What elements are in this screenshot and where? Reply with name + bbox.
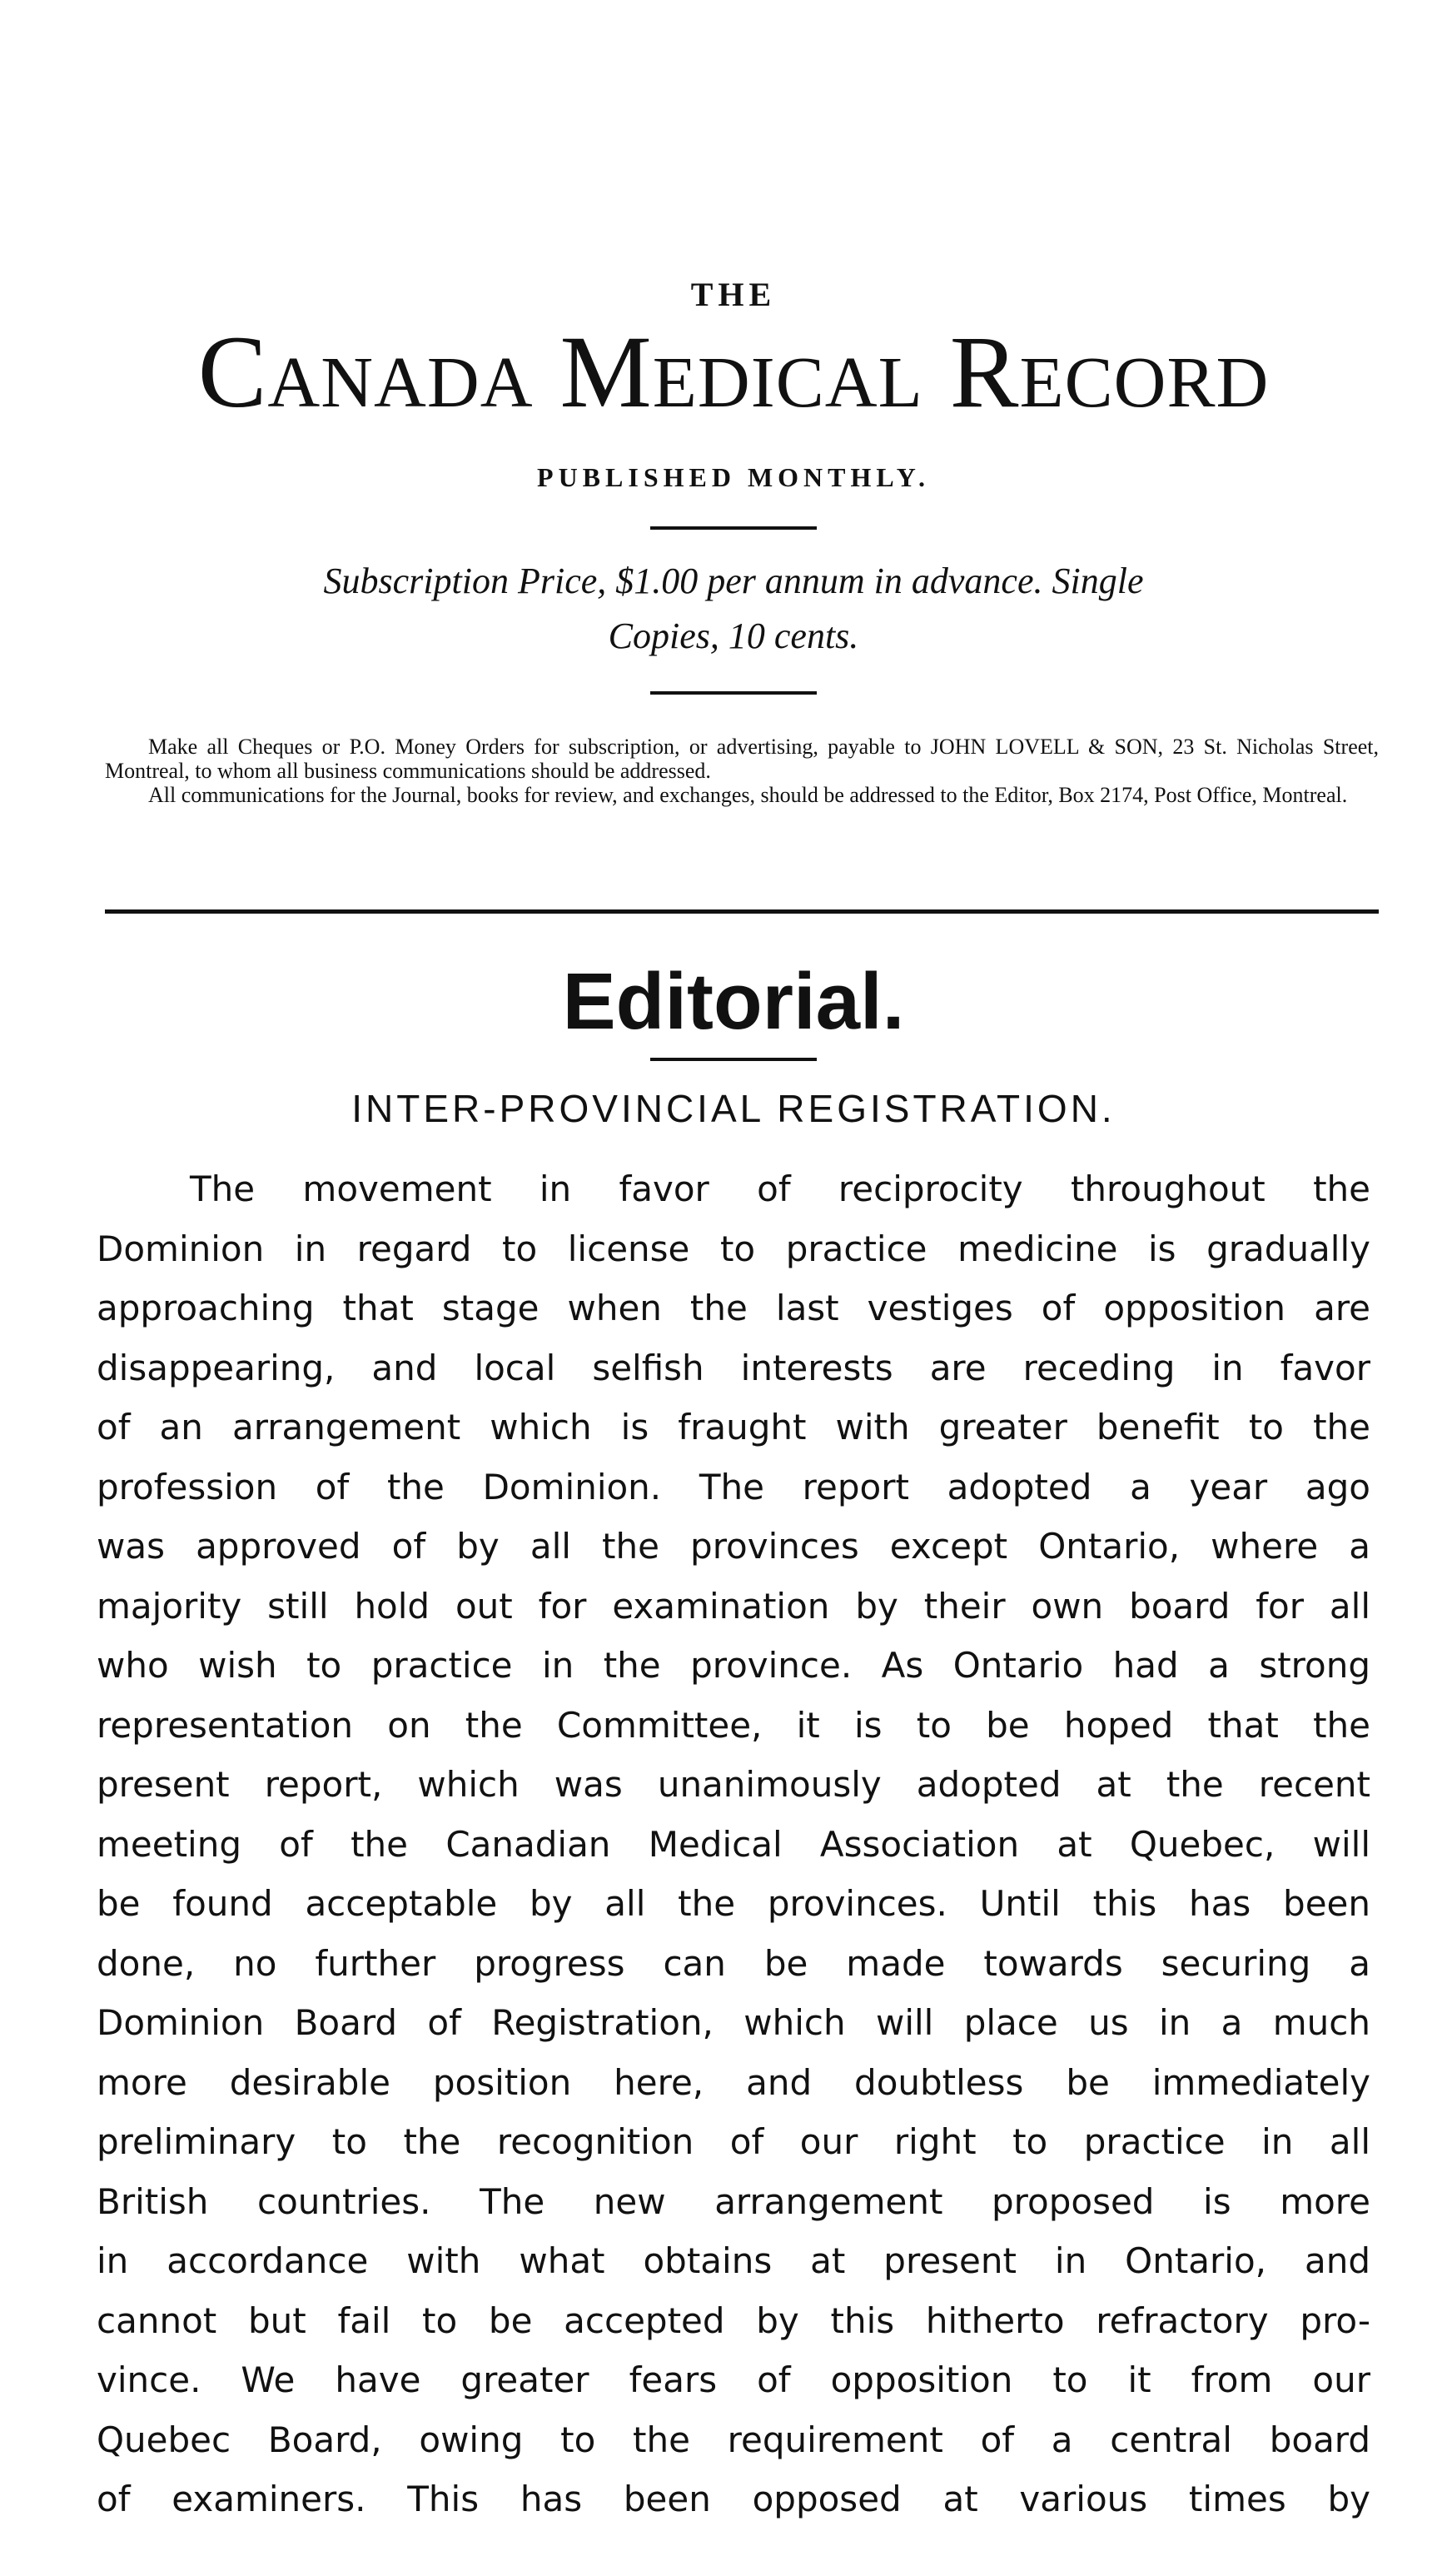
article-line: who wish to practice in the province. As Ontario had a strong xyxy=(97,1645,1370,1686)
divider-long xyxy=(105,909,1379,914)
section-title: Editorial. xyxy=(562,957,905,1046)
article-line: disappearing, and local selfish interests are receding in favor xyxy=(97,1347,1370,1388)
article-line: of an arrangement which is fraught with greater benefit to the xyxy=(97,1407,1370,1447)
article-line: present report, which was unanimously adopted at the recent xyxy=(97,1764,1370,1805)
notice-communications: All communications for the Journal, books for review, and exchanges, should be addressed to the Editor, Box 2174, Post Office, Montreal. xyxy=(148,783,1348,807)
article-line: Dominion Board of Registration, which will place us in a much xyxy=(97,2002,1370,2043)
journal-page xyxy=(97,0,1379,2576)
article-line: of examiners. This has been opposed at various times by xyxy=(97,2479,1370,2519)
article-line: in accordance with what obtains at present in Ontario, and xyxy=(97,2240,1370,2281)
subscription-line-1: Subscription Price, $1.00 per annum in advance. Single xyxy=(323,561,1144,601)
notice-payment: Make all Cheques or P.O. Money Orders for subscription, or advertising, payable to JOHN LOVELL & SON, 23 St. Nicholas Street, Montreal, to whom all business communications should be addressed. xyxy=(105,735,1379,783)
article-line: be found acceptable by all the provinces. Until this has been xyxy=(97,1883,1370,1924)
article-line: majority still hold out for examination by their own board for all xyxy=(97,1585,1370,1627)
published-monthly: PUBLISHED MONTHLY. xyxy=(537,462,930,492)
subscription-line-2: Copies, 10 cents. xyxy=(608,615,859,656)
article-line: profession of the Dominion. The report adopted a year ago xyxy=(97,1466,1370,1507)
article-line: vince. We have greater fears of opposition to it from our xyxy=(97,2359,1370,2400)
article-line: done, no further progress can be made towards securing a xyxy=(97,1942,1370,1984)
article-line: approaching that stage when the last vestiges of opposition are xyxy=(97,1288,1370,1328)
journal-title: Canada Medical Record xyxy=(197,315,1270,429)
article-line: more desirable position here, and doubtless be immediately xyxy=(97,2061,1370,2103)
divider-short xyxy=(650,526,817,530)
divider-short xyxy=(650,1058,817,1061)
article-line: was approved of by all the provinces except Ontario, where a xyxy=(97,1526,1370,1567)
masthead-the: THE xyxy=(690,276,777,313)
article-line: Quebec Board, owing to the requirement of a central board xyxy=(97,2419,1370,2460)
article-heading: INTER-PROVINCIAL REGISTRATION. xyxy=(351,1087,1116,1130)
article-line: representation on the Committee, it is to be hoped that the xyxy=(97,1704,1370,1746)
article-line: The movement in favor of reciprocity throughout the xyxy=(190,1168,1370,1209)
article-body xyxy=(97,1159,1370,2529)
article-line: cannot but fail to be accepted by this hitherto refractory pro- xyxy=(97,2299,1370,2341)
publisher-notice xyxy=(105,735,1379,807)
article-line: British countries. The new arrangement proposed is more xyxy=(97,2180,1370,2222)
article-line: meeting of the Canadian Medical Association at Quebec, will xyxy=(97,1823,1370,1865)
article-line: preliminary to the recognition of our right to practice in all xyxy=(97,2121,1370,2162)
divider-short xyxy=(650,691,817,695)
article-line: Dominion in regard to license to practice medicine is gradually xyxy=(97,1228,1370,1269)
